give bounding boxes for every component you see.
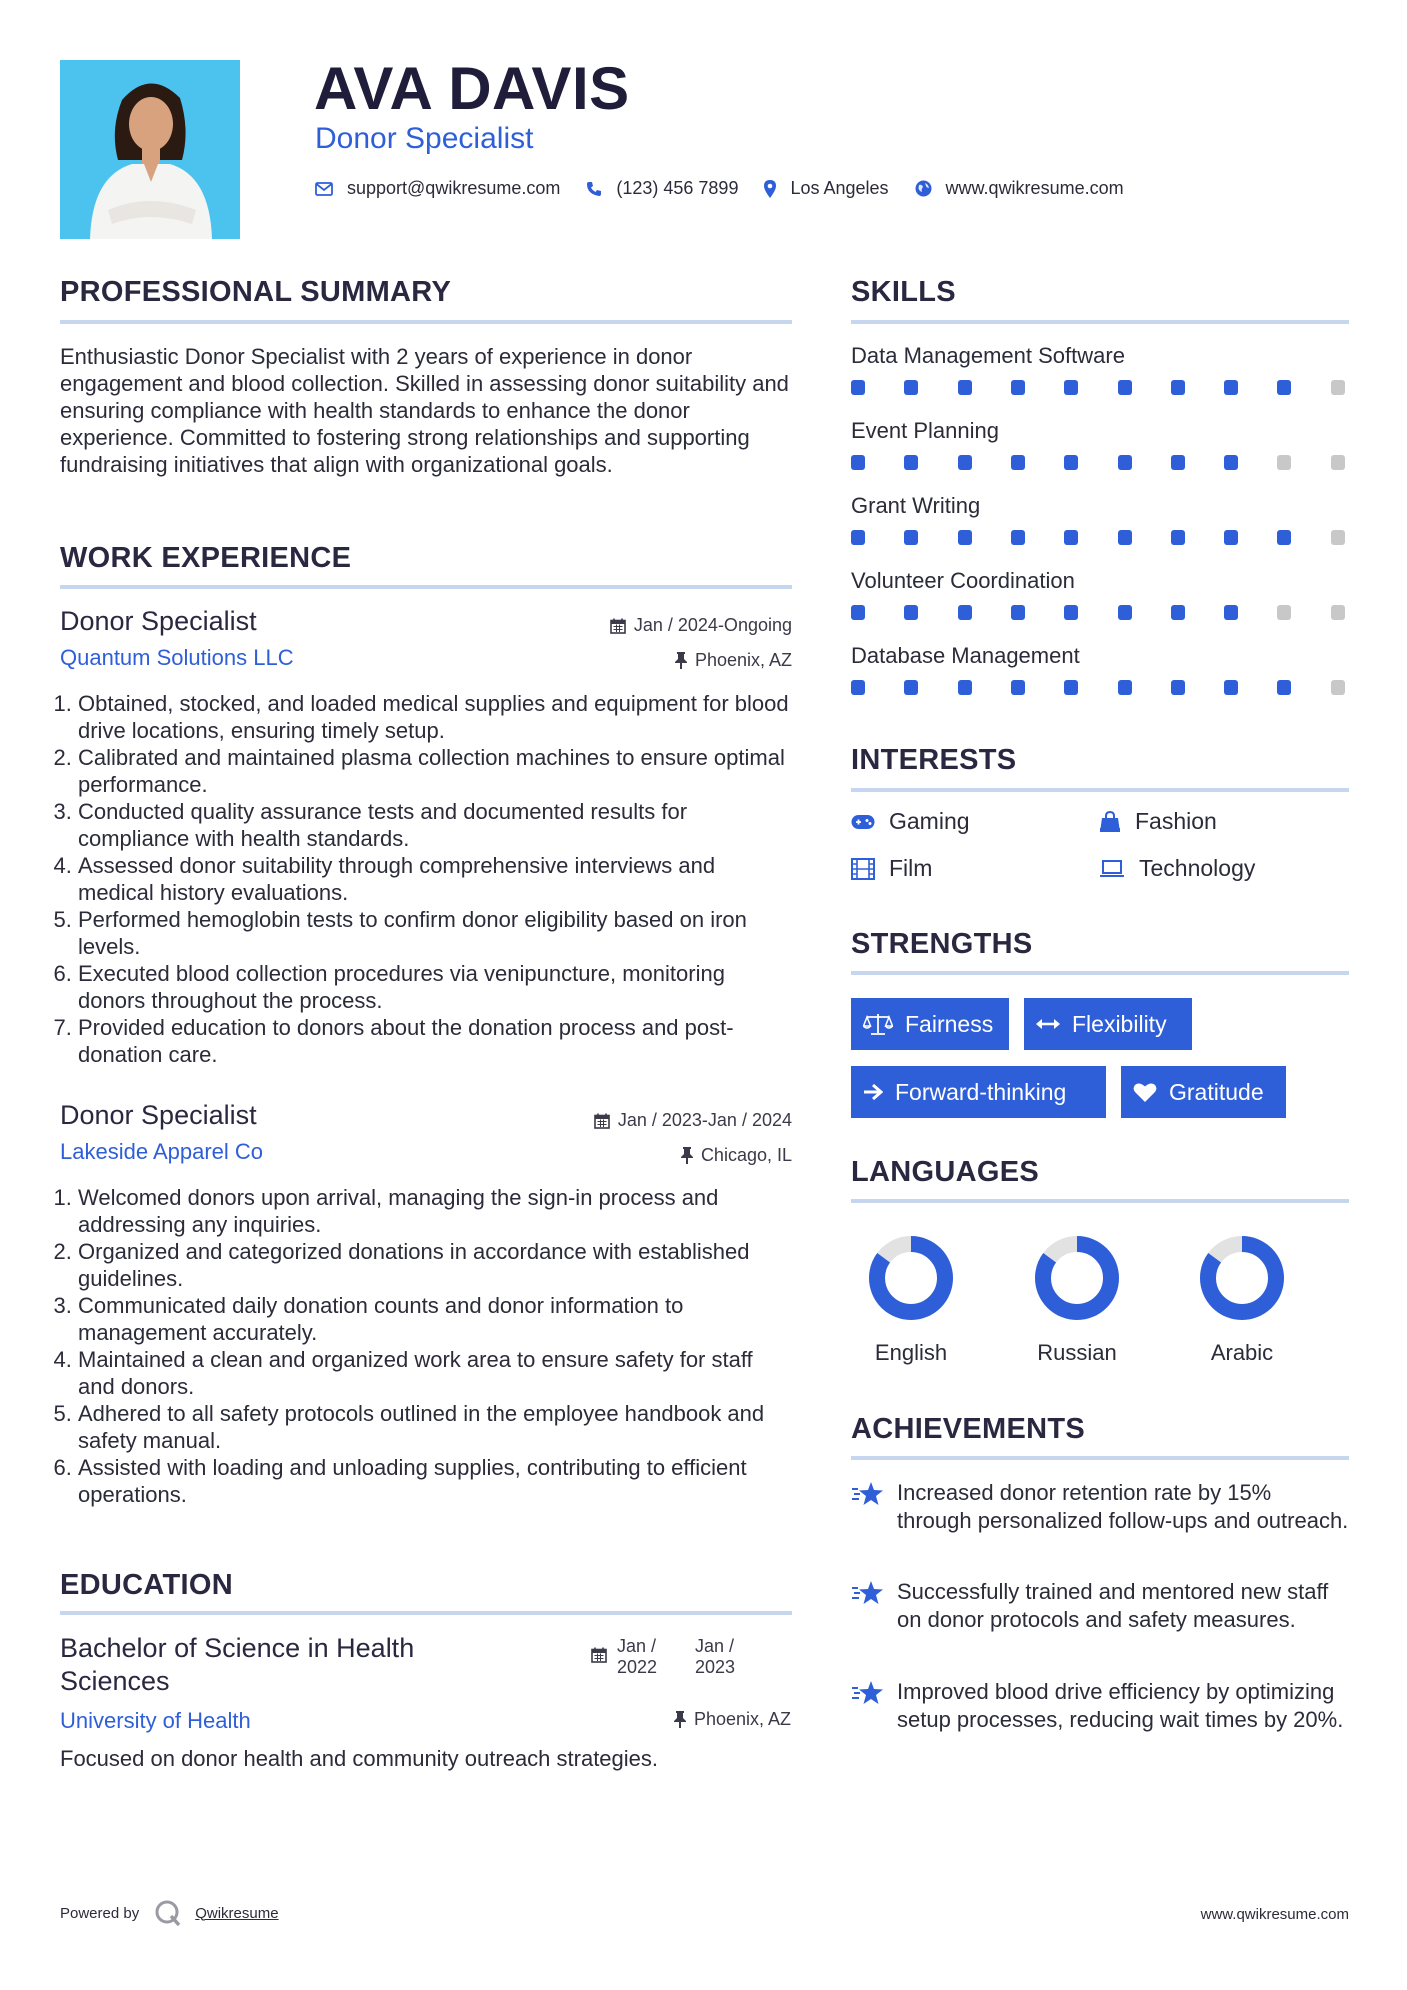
job-title: Donor Specialist	[60, 1100, 257, 1130]
rating-dot	[958, 530, 972, 545]
skill-name: Data Management Software	[851, 343, 1125, 368]
strength-tag-forward-thinking: Forward-thinking	[851, 1066, 1106, 1118]
skills-divider	[851, 320, 1349, 324]
rating-dot	[1118, 605, 1132, 620]
rating-dot	[958, 680, 972, 695]
language-ring	[1032, 1233, 1122, 1323]
job-company: Quantum Solutions LLC	[60, 645, 294, 670]
rating-dot	[851, 455, 865, 470]
rating-dot	[904, 680, 918, 695]
envelope-icon	[315, 182, 333, 196]
summary-heading: PROFESSIONAL SUMMARY	[60, 276, 452, 308]
laptop-icon	[1099, 860, 1125, 878]
footer-website[interactable]: www.qwikresume.com	[1200, 1906, 1349, 1923]
rating-dot	[1118, 380, 1132, 395]
strengths-heading: STRENGTHS	[851, 928, 1033, 960]
skill-name: Event Planning	[851, 418, 999, 443]
skill-item	[851, 643, 1349, 669]
skill-item	[851, 343, 1349, 369]
job-location: Chicago, IL	[681, 1145, 792, 1166]
heart-icon	[1133, 1082, 1157, 1103]
interest-film: Film	[851, 855, 932, 882]
list-item: 6. Assisted with loading and unloading supplies, contributing to efficient operations.	[78, 1454, 792, 1508]
contact-phone[interactable]	[586, 178, 738, 199]
work-heading: WORK EXPERIENCE	[60, 542, 352, 574]
degree-title: Bachelor of Science in Health Sciences	[60, 1633, 415, 1696]
work-divider	[60, 585, 792, 589]
star-icon	[851, 1580, 885, 1606]
phone-icon	[586, 181, 602, 197]
contact-location	[764, 178, 888, 199]
rating-dot	[1224, 530, 1238, 545]
language-name: Russian	[1037, 1340, 1117, 1365]
rating-dot	[1011, 605, 1025, 620]
job-title: Donor Specialist	[60, 606, 257, 636]
rating-dot	[1118, 455, 1132, 470]
list-item: 3. Conducted quality assurance tests and documented results for compliance with health standards.	[78, 798, 792, 852]
language-ring	[866, 1233, 956, 1323]
rating-dot	[1171, 380, 1185, 395]
job-location: Phoenix, AZ	[675, 650, 792, 671]
rating-dot	[1224, 455, 1238, 470]
calendar-icon	[591, 1647, 607, 1663]
achievement-item: Increased donor retention rate by 15% through personalized follow-ups and outreach.	[851, 1479, 1351, 1535]
rating-dot	[1118, 680, 1132, 695]
rating-dot	[1064, 680, 1078, 695]
list-item: 2. Organized and categorized donations in accordance with established guidelines.	[78, 1238, 792, 1292]
education-location: Phoenix, AZ	[674, 1709, 791, 1730]
interests-divider	[851, 788, 1349, 792]
skill-rating	[851, 605, 1349, 621]
education-heading: EDUCATION	[60, 1569, 233, 1601]
skills-heading: SKILLS	[851, 276, 956, 308]
list-item: 6. Executed blood collection procedures via venipuncture, monitoring donors throughout the process.	[78, 960, 792, 1014]
rating-dot	[1277, 605, 1291, 620]
rating-dot	[1331, 455, 1345, 470]
languages-heading: LANGUAGES	[851, 1156, 1039, 1188]
rating-dot	[1331, 380, 1345, 395]
list-item: 4. Assessed donor suitability through comprehensive interviews and medical history evaluations.	[78, 852, 792, 906]
rating-dot	[1011, 680, 1025, 695]
arrow-right-icon	[863, 1083, 883, 1101]
list-item: 2. Calibrated and maintained plasma collection machines to ensure optimal performance.	[78, 744, 792, 798]
job-date: Jan / 2024-Ongoing	[610, 615, 792, 636]
summary-divider	[60, 320, 792, 324]
rating-dot	[1331, 680, 1345, 695]
job-duties	[60, 1184, 792, 1508]
rating-dot	[1277, 380, 1291, 395]
skill-rating	[851, 455, 1349, 471]
skill-rating	[851, 680, 1349, 696]
location-text: Los Angeles	[790, 178, 889, 198]
globe-icon	[915, 180, 932, 197]
job-date: Jan / 2023-Jan / 2024	[594, 1110, 792, 1131]
rating-dot	[851, 680, 865, 695]
shopping-bag-icon	[1099, 811, 1121, 833]
phone-text: (123) 456 7899	[616, 178, 739, 198]
job-entry	[60, 1100, 792, 1507]
language-name: Arabic	[1210, 1340, 1274, 1365]
language-english	[846, 1233, 976, 1366]
gamepad-icon	[851, 814, 875, 830]
rating-dot	[904, 530, 918, 545]
languages-divider	[851, 1199, 1349, 1203]
rating-dot	[1171, 605, 1185, 620]
interest-technology: Technology	[1099, 855, 1255, 882]
rating-dot	[904, 455, 918, 470]
language-name: English	[874, 1340, 948, 1365]
rating-dot	[1171, 680, 1185, 695]
rating-dot	[1224, 680, 1238, 695]
rating-dot	[1064, 455, 1078, 470]
film-icon	[851, 858, 875, 880]
list-item: 1. Obtained, stocked, and loaded medical supplies and equipment for blood drive locations, ensuring timely setup.	[78, 690, 792, 744]
rating-dot	[851, 380, 865, 395]
education-end: Jan / 2023	[695, 1636, 736, 1677]
star-icon	[851, 1481, 885, 1507]
rating-dot	[958, 455, 972, 470]
skill-name: Database Management	[851, 643, 1080, 668]
rating-dot	[851, 530, 865, 545]
school-name: University of Health	[60, 1708, 251, 1733]
education-start: Jan / 2022	[617, 1636, 658, 1677]
achievement-item: Improved blood drive efficiency by optimizing setup processes, reducing wait times by 20%.	[851, 1678, 1351, 1734]
rating-dot	[1277, 455, 1291, 470]
list-item: 7. Provided education to donors about the donation process and post-donation care.	[78, 1014, 792, 1068]
language-russian	[1012, 1233, 1142, 1366]
skill-item	[851, 418, 1349, 444]
calendar-icon	[594, 1113, 610, 1129]
rating-dot	[1331, 530, 1345, 545]
rating-dot	[1277, 680, 1291, 695]
footer-powered-by	[60, 1898, 279, 1928]
website-text: www.qwikresume.com	[945, 178, 1124, 198]
rating-dot	[904, 380, 918, 395]
skill-rating	[851, 530, 1349, 546]
balance-scale-icon	[863, 1013, 893, 1035]
star-icon	[851, 1680, 885, 1706]
list-item: 5. Performed hemoglobin tests to confirm donor eligibility based on iron levels.	[78, 906, 792, 960]
achievements-divider	[851, 1456, 1349, 1460]
list-item: 4. Maintained a clean and organized work area to ensure safety for staff and donors.	[78, 1346, 792, 1400]
rating-dot	[958, 605, 972, 620]
job-entry	[60, 606, 792, 1067]
education-description: Focused on donor health and community outreach strategies.	[60, 1746, 659, 1771]
rating-dot	[1277, 530, 1291, 545]
candidate-role: Donor Specialist	[315, 122, 534, 155]
pushpin-icon	[681, 1147, 693, 1164]
strength-tag-gratitude: Gratitude	[1121, 1066, 1286, 1118]
list-item: 3. Communicated daily donation counts and donor information to management accurately.	[78, 1292, 792, 1346]
rating-dot	[1171, 530, 1185, 545]
rating-dot	[1011, 380, 1025, 395]
candidate-name: AVA DAVIS	[314, 55, 630, 122]
skill-name: Volunteer Coordination	[851, 568, 1075, 593]
arrows-horizontal-icon	[1036, 1017, 1060, 1031]
skill-name: Grant Writing	[851, 493, 981, 518]
strength-tag-fairness: Fairness	[851, 998, 1009, 1050]
qwikresume-logo-icon	[153, 1898, 183, 1928]
rating-dot	[851, 605, 865, 620]
education-divider	[60, 1611, 792, 1615]
strength-tag-flexibility: Flexibility	[1024, 998, 1192, 1050]
rating-dot	[1064, 530, 1078, 545]
email-text: support@qwikresume.com	[347, 178, 561, 198]
calendar-icon	[610, 618, 626, 634]
interests-heading: INTERESTS	[851, 744, 1017, 776]
achievements-heading: ACHIEVEMENTS	[851, 1413, 1086, 1445]
pushpin-icon	[675, 652, 687, 669]
brand-link[interactable]: Qwikresume	[195, 1904, 279, 1922]
rating-dot	[1064, 605, 1078, 620]
rating-dot	[904, 605, 918, 620]
rating-dot	[1064, 380, 1078, 395]
list-item: 5. Adhered to all safety protocols outlined in the employee handbook and safety manual.	[78, 1400, 792, 1454]
contact-email[interactable]	[315, 178, 560, 199]
contact-bar	[315, 178, 1150, 199]
strengths-divider	[851, 971, 1349, 975]
rating-dot	[1171, 455, 1185, 470]
achievement-item: Successfully trained and mentored new staff on donor protocols and safety measures.	[851, 1578, 1351, 1634]
job-duties	[60, 690, 792, 1068]
rating-dot	[1224, 380, 1238, 395]
rating-dot	[1224, 605, 1238, 620]
rating-dot	[1118, 530, 1132, 545]
rating-dot	[1331, 605, 1345, 620]
job-company: Lakeside Apparel Co	[60, 1139, 264, 1164]
skill-item	[851, 493, 1349, 519]
language-ring	[1197, 1233, 1287, 1323]
list-item: 1. Welcomed donors upon arrival, managing the sign-in process and addressing any inquiries.	[78, 1184, 792, 1238]
powered-by-text: Powered by	[60, 1904, 140, 1922]
profile-photo	[60, 60, 240, 239]
education-dates	[591, 1636, 747, 1678]
interest-fashion: Fashion	[1099, 808, 1217, 835]
skill-item	[851, 568, 1349, 594]
rating-dot	[1011, 530, 1025, 545]
skill-rating	[851, 380, 1349, 396]
language-arabic	[1177, 1233, 1307, 1366]
contact-website[interactable]	[915, 178, 1124, 199]
map-pin-icon	[764, 180, 776, 198]
interest-gaming: Gaming	[851, 808, 970, 835]
summary-text: Enthusiastic Donor Specialist with 2 years of experience in donor engagement and blood collection. Skilled in assessing donor suitability and ensuring compliance with health standards to enhance the donor experience. Committed to fostering strong relationships and supporting fundraising initiatives that align with organizational goals.	[60, 344, 789, 477]
pushpin-icon	[674, 1711, 686, 1728]
rating-dot	[1011, 455, 1025, 470]
rating-dot	[958, 380, 972, 395]
